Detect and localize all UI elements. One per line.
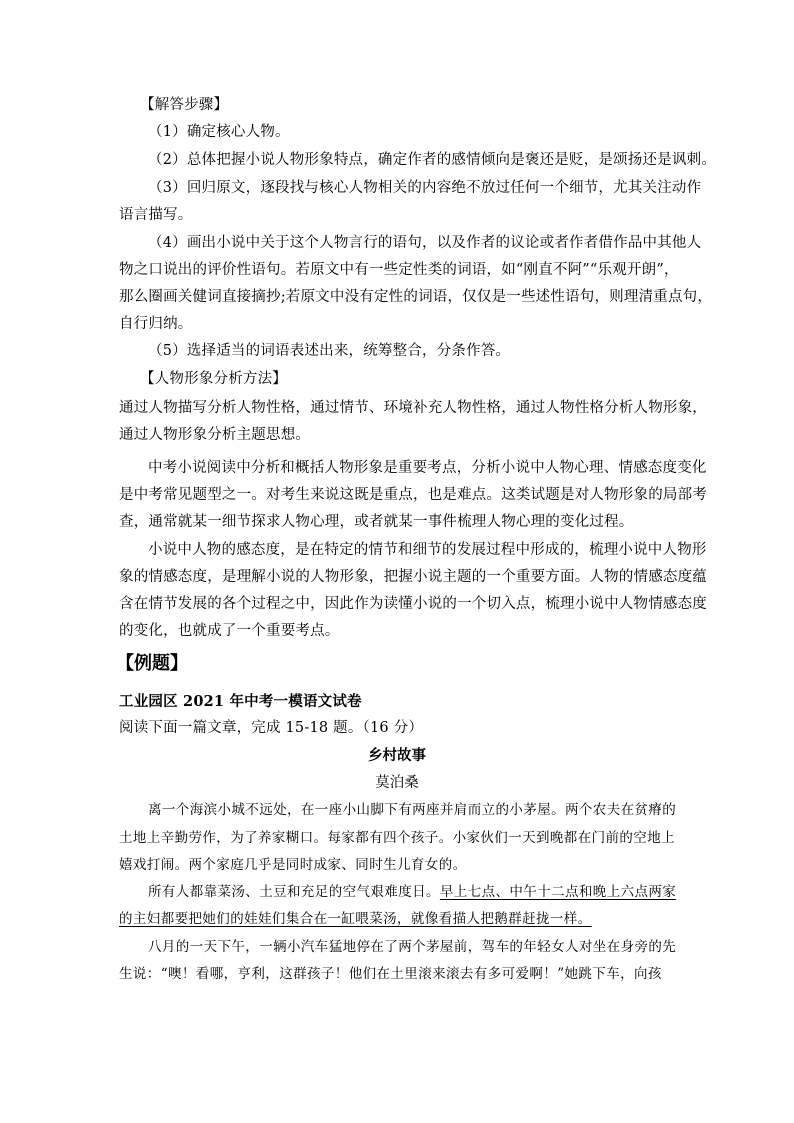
story-para-2-text: 所有人都靠菜汤、土豆和充足的空气艰难度日。 (148, 884, 440, 900)
story-para-3-line-2: 生说：“噢！看哪，亨利，这群孩子！他们在土里滚来滚去有多可爱啊！”她跳下车，向孩 (119, 966, 662, 982)
exam-instruction: 阅读下面一篇文章，完成 15-18 题。（16 分） (119, 720, 424, 736)
exam-source: 工业园区 2021 年中考一模语文试卷 (119, 693, 362, 710)
paragraph-1-line-2: 是中考常见题型之一。对考生来说这既是重点，也是难点。这类试题是对人物形象的局部考 (119, 487, 707, 503)
story-para-2-underlined: 早上七点、中午十二点和晚上六点两家 (439, 884, 677, 900)
step-4-line-1: （4）画出小说中关于这个人物言行的语句，以及作者的议论或者作者借作品中其他人 (148, 235, 702, 251)
paragraph-2-line-1: 小说中人物的感态度，是在特定的情节和细节的发展过程中形成的，梳理小说中人物形 (148, 542, 707, 558)
step-4-line-3: 那么圈画关健词直接摘抄;若原文中没有定性的词语，仅仅是一些述性语句，则理清重点句， (119, 289, 713, 305)
example-header: 【例题】 (116, 653, 188, 674)
paragraph-2-line-2: 象的情感态度，是理解小说的人物形象，把握小说主题的一个重要方面。人物的情感态度蕴 (119, 569, 707, 585)
paragraph-2-line-4: 的变化，也就成了一个重要考点。 (119, 623, 340, 639)
story-para-1-line-1: 离一个海滨小城不远处，在一座小山脚下有两座并肩而立的小茅屋。两个农夫在贫瘠的 (148, 802, 677, 818)
story-para-1-line-3: 嬉戏打闹。两个家庭几乎是同时成家、同时生儿育女的。 (119, 857, 467, 873)
step-1: （1）确定核心人物。 (148, 124, 290, 140)
paragraph-1-line-3: 查，通常就某一细节探求人物心理，或者就某一事件梳理人物心理的变化过程。 (119, 514, 634, 530)
step-3-line-2: 语言描写。 (119, 207, 193, 223)
step-4-line-2: 物之口说出的评价性语句。若原文中有一些定性类的词语，如“刚直不阿”“乐观开朗”， (119, 262, 679, 278)
story-author: 莫泊桑 (375, 775, 419, 791)
paragraph-2-line-3: 含在情节发展的各个过程之中，因此作为读懂小说的一个切入点，梳理小说中人物情感态度 (119, 596, 707, 612)
story-para-3-line-1: 八月的一天下午，一辆小汽车猛地停在了两个茅屋前，驾车的年轻女人对坐在身旁的先 (148, 939, 677, 955)
story-title: 乡村故事 (368, 747, 426, 764)
step-2: （2）总体把握小说人物形象特点，确定作者的感情倾向是褒还是贬，是颂扬还是讽刺。 (148, 152, 717, 168)
story-para-2-line-1 (148, 882, 676, 902)
analysis-line-2: 通过人物形象分析主题思想。 (119, 427, 311, 443)
steps-header: 【解答步骤】 (140, 97, 229, 113)
paragraph-1-line-1: 中考小说阅读中分析和概括人物形象是重要考点，分析小说中人物心理、情感态度变化 (148, 460, 707, 476)
step-3-line-1: （3）回归原文，逐段找与核心人物相关的内容绝不放过任何一个细节，尤其关注动作 (148, 180, 702, 196)
step-5: （5）选择适当的词语表述出来，统筹整合，分条作答。 (148, 343, 511, 359)
story-para-2-line-2: 的主妇都要把她们的娃娃们集合在一缸喂菜汤，就像看描人把鹅群赶拢一样。 (119, 911, 592, 927)
story-para-1-line-2: 土地上辛勤劳作，为了养家糊口。每家都有四个孩子。小家伙们一天到晚都在门前的空地上 (119, 830, 675, 846)
step-4-line-4: 自行归纳。 (119, 316, 193, 332)
analysis-line-1: 通过人物描写分析人物性格，通过情节、环境补充人物性格，通过人物性格分析人物形象， (119, 400, 707, 416)
analysis-header: 【人物形象分析方法】 (140, 371, 287, 387)
